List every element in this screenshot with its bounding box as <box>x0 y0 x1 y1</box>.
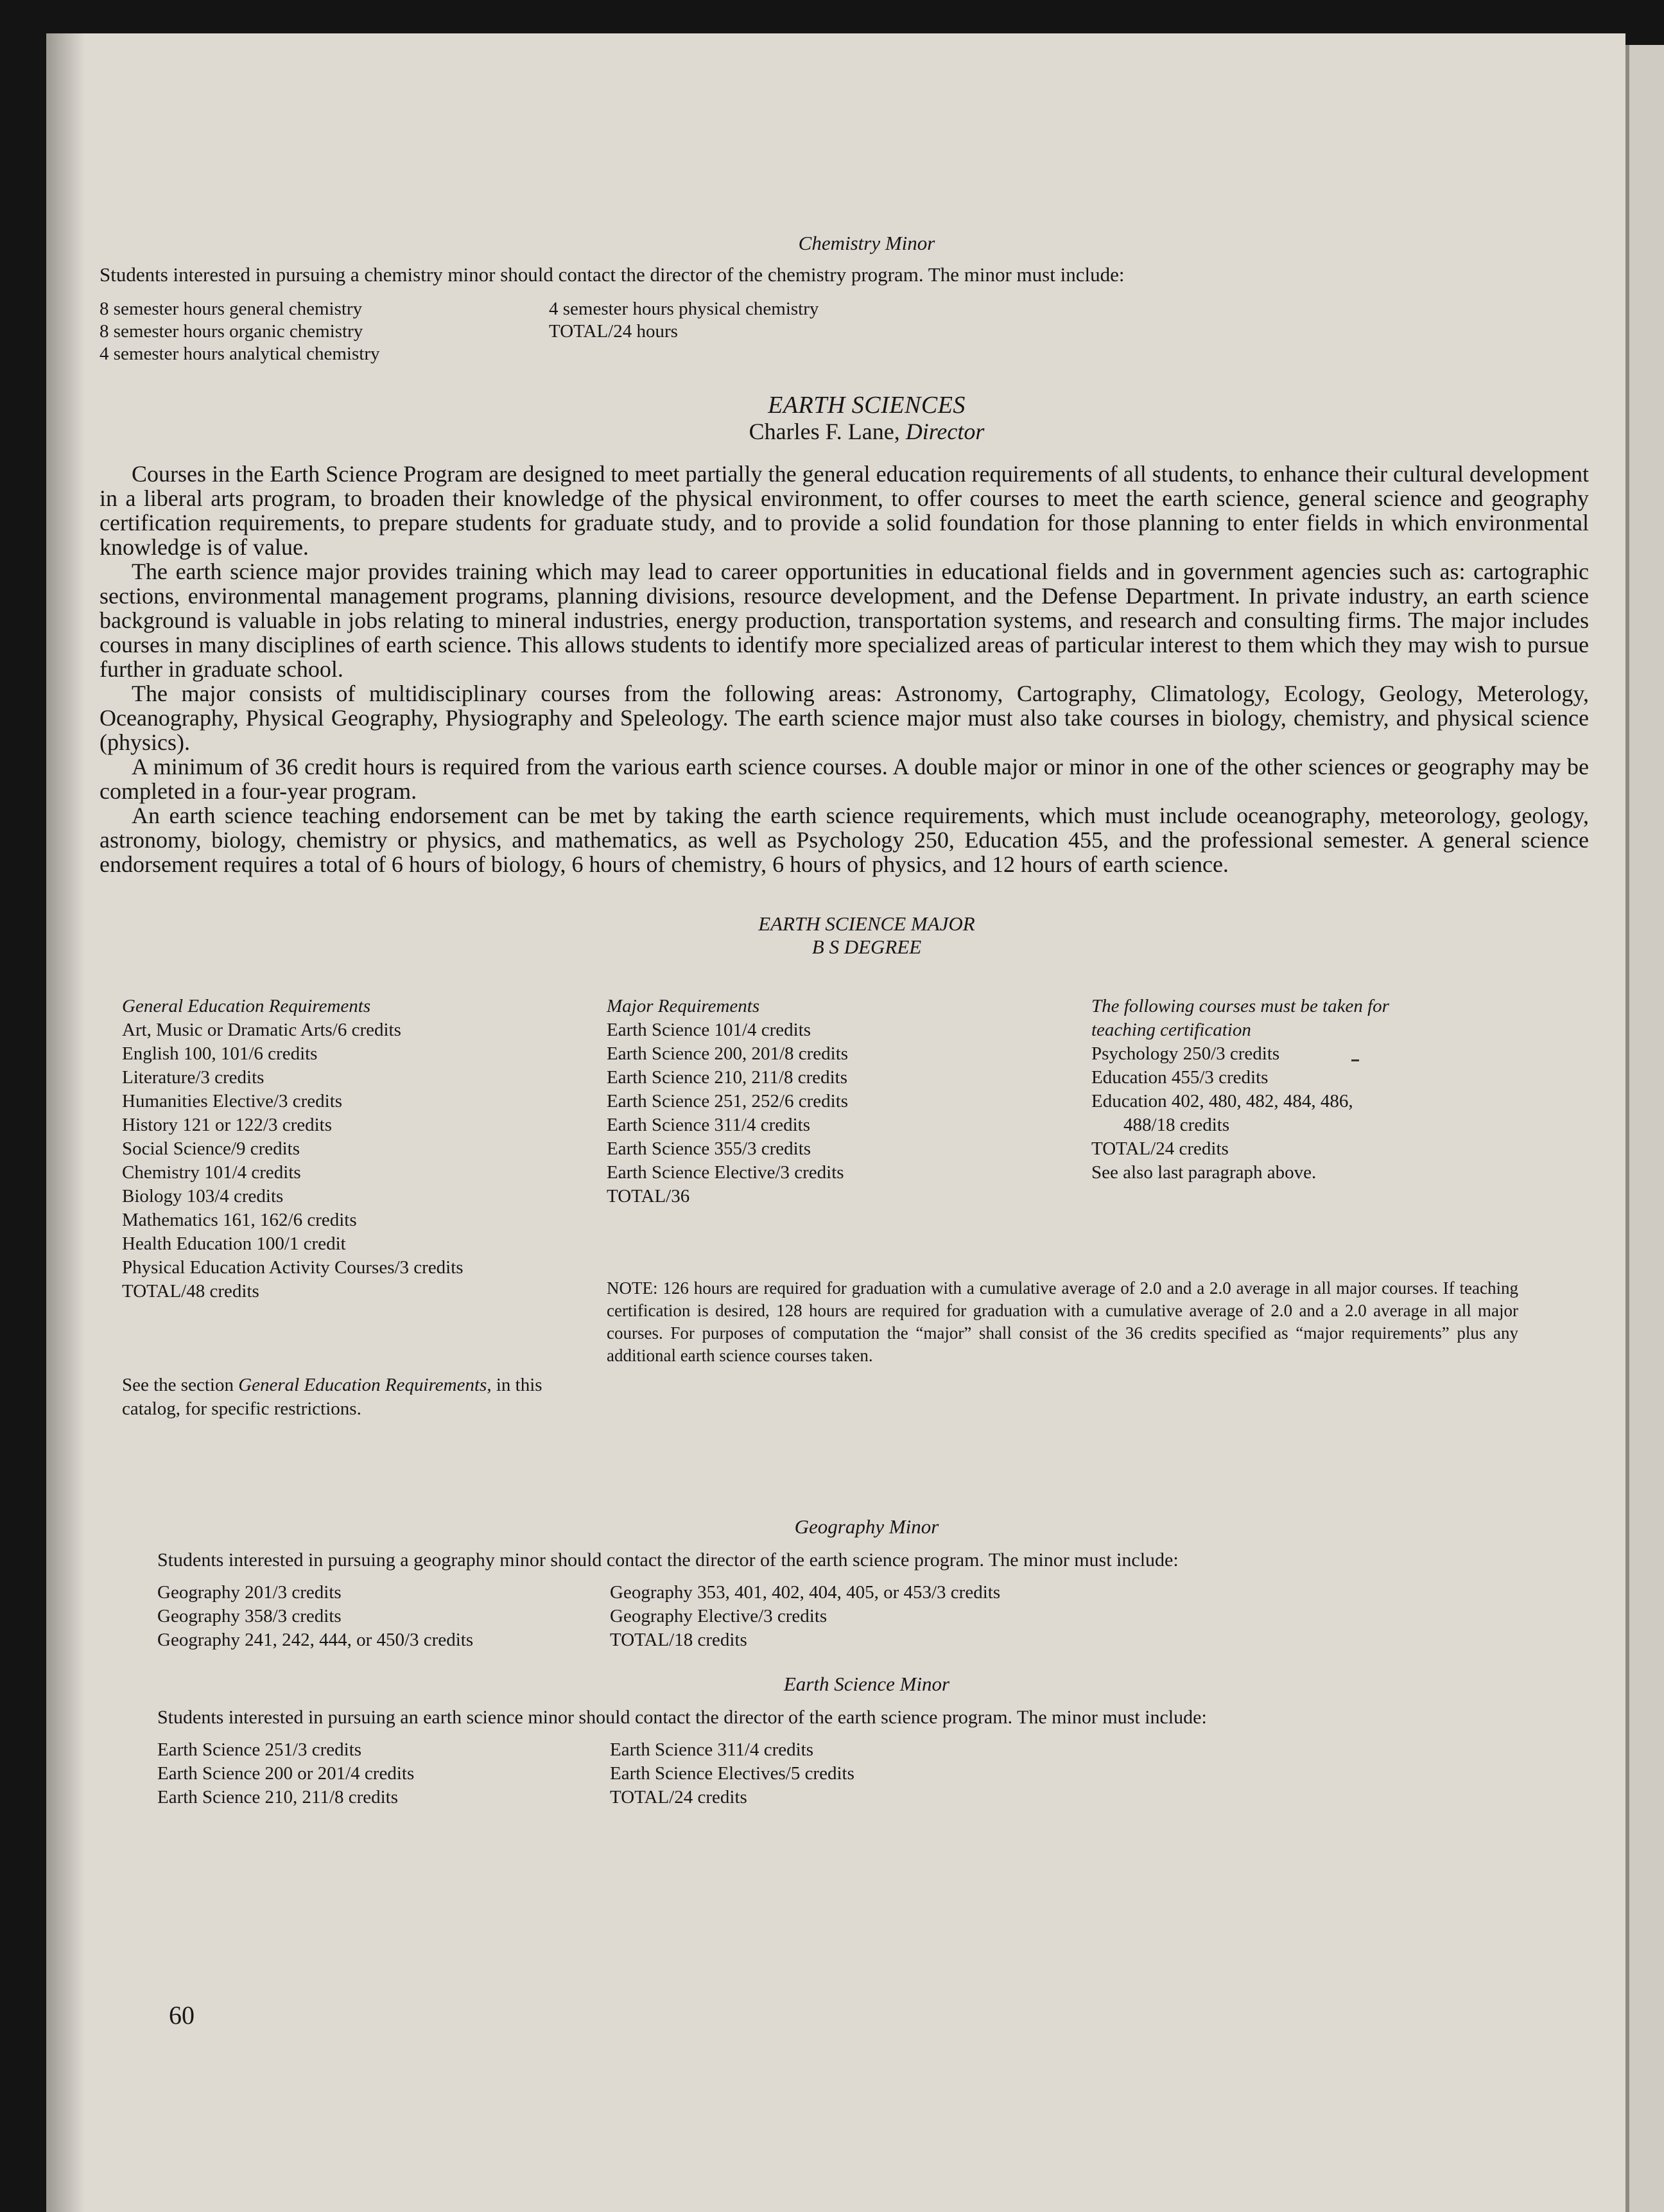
list-item: 4 semester hours analytical chemistry <box>100 344 380 364</box>
geography-minor-intro: Students interested in pursuing a geography minor should contact the director of the earth science program. The minor must include: <box>157 1549 1179 1571</box>
column-heading: The following courses must be taken for <box>1091 996 1389 1016</box>
list-item: TOTAL/18 credits <box>610 1630 747 1650</box>
list-item: TOTAL/24 hours <box>549 321 678 342</box>
list-item: Earth Science Electives/5 credits <box>610 1763 854 1784</box>
chemistry-minor-intro: Students interested in pursuing a chemistry minor should contact the director of the chemistry program. The minor must include: <box>100 263 1125 286</box>
list-item: Health Education 100/1 credit <box>122 1233 346 1254</box>
teaching-certification-column <box>1091 995 1502 1185</box>
list-item: Earth Science 101/4 credits <box>607 1020 811 1040</box>
major-title: EARTH SCIENCE MAJOR <box>758 912 975 935</box>
chemistry-minor-list <box>100 298 1586 365</box>
see-also-note: See the section General Education Requirements, in this catalog, for specific restrictions. <box>122 1375 542 1419</box>
list-item: Earth Science 355/3 credits <box>607 1138 811 1159</box>
general-education-column <box>122 995 571 1303</box>
list-item: Social Science/9 credits <box>122 1138 300 1159</box>
lower-minors <box>148 1515 1586 1809</box>
page-content <box>100 231 1589 1419</box>
director-role: Director <box>905 419 985 444</box>
list-item: 4 semester hours physical chemistry <box>549 299 819 319</box>
geography-minor-list <box>148 1581 1586 1652</box>
earth-science-minor-section <box>148 1673 1586 1809</box>
paragraph: Courses in the Earth Science Program are designed to meet partially the general education requirements of all students, to enhance their cultural development in a liberal arts program, to broaden their knowledge of the physical environment, to offer courses to meet the earth science, general science and geography certification requirements, to prepare students for graduate study, and to provide a solid foundation for those planning to enter fields in which environmental knowledge is of value. <box>100 461 1589 560</box>
list-item: See also last paragraph above. <box>1091 1162 1317 1183</box>
list-item: Earth Science 200 or 201/4 credits <box>157 1763 415 1784</box>
list-item: Earth Science 210, 211/8 credits <box>607 1067 848 1088</box>
list-item: 488/18 credits <box>1123 1115 1230 1135</box>
list-item: 8 semester hours organic chemistry <box>100 321 363 342</box>
page-number: 60 <box>169 2001 195 2030</box>
list-item: Earth Science 251/3 credits <box>157 1739 362 1760</box>
paragraph: The major consists of multidisciplinary courses from the following areas: Astronomy, Cartography, Climatology, Ecology, Geology, Meterology, Oceanography, Physical Geography, Physiography and Speleology. The earth science major must also take courses in biology, chemistry, and physical science (physics). <box>100 681 1589 755</box>
list-item: Humanities Elective/3 credits <box>122 1091 343 1111</box>
list-item: Earth Science 210, 211/8 credits <box>157 1787 399 1807</box>
list-item: Education 455/3 credits <box>1091 1067 1269 1088</box>
list-item: Psychology 250/3 credits <box>1091 1043 1280 1064</box>
gutter-shadow <box>46 33 85 2212</box>
list-item: Earth Science Elective/3 credits <box>607 1162 844 1183</box>
list-item: History 121 or 122/3 credits <box>122 1115 333 1135</box>
director-name: Charles F. Lane, <box>749 419 900 444</box>
list-item: 8 semester hours general chemistry <box>100 299 363 319</box>
list-item: Education 402, 480, 482, 484, 486, <box>1091 1091 1353 1111</box>
column-heading: General Education Requirements <box>122 996 371 1016</box>
list-item: Geography Elective/3 credits <box>610 1606 828 1626</box>
geography-minor-section <box>148 1515 1586 1652</box>
list-item: English 100, 101/6 credits <box>122 1043 318 1064</box>
list-item: Earth Science 311/4 credits <box>607 1115 811 1135</box>
column-heading: Major Requirements <box>607 996 760 1016</box>
earth-science-minor-title: Earth Science Minor <box>783 1673 950 1695</box>
geography-minor-title: Geography Minor <box>794 1515 939 1538</box>
major-degree: B S DEGREE <box>811 936 922 958</box>
list-item: Physical Education Activity Courses/3 credits <box>122 1257 464 1278</box>
list-item: Geography 201/3 credits <box>157 1582 342 1603</box>
department-director <box>148 420 1586 444</box>
list-item: Chemistry 101/4 credits <box>122 1162 301 1183</box>
list-item: Geography 241, 242, 444, or 450/3 credits <box>157 1630 474 1650</box>
paragraph: An earth science teaching endorsement can be met by taking the earth science requirements, which must include oceanography, meteorology, geology, astronomy, biology, chemistry or physics, and mathematics, as well as Psychology 250, Education 455, and the professional semester. A general science endorsement requires a total of 6 hours of biology, 6 hours of chemistry, 6 hours of physics, and 12 hours of earth science. <box>100 803 1589 877</box>
major-heading <box>148 912 1586 959</box>
list-item: Earth Science 311/4 credits <box>610 1739 814 1760</box>
list-item: TOTAL/24 credits <box>1091 1138 1229 1159</box>
paragraph: A minimum of 36 credit hours is required from the various earth science courses. A double major or minor in one of the other sciences or geography may be completed in a four-year program. <box>100 754 1589 804</box>
list-item: Geography 353, 401, 402, 404, 405, or 453/3 credits <box>610 1582 1001 1603</box>
department-description <box>100 462 1589 876</box>
list-item: Biology 103/4 credits <box>122 1186 284 1206</box>
chemistry-minor-section <box>100 231 1586 365</box>
stray-mark <box>1351 1059 1359 1061</box>
earth-science-minor-intro: Students interested in pursuing an earth science minor should contact the director of the earth science program. The minor must include: <box>157 1707 1207 1728</box>
list-item: TOTAL/36 <box>607 1186 690 1206</box>
list-item: Earth Science 251, 252/6 credits <box>607 1091 849 1111</box>
list-item: Mathematics 161, 162/6 credits <box>122 1210 357 1230</box>
list-item: Art, Music or Dramatic Arts/6 credits <box>122 1020 401 1040</box>
list-item: Literature/3 credits <box>122 1067 264 1088</box>
department-title: EARTH SCIENCES <box>768 392 966 419</box>
chemistry-minor-title: Chemistry Minor <box>798 232 935 254</box>
list-item: TOTAL/24 credits <box>610 1787 747 1807</box>
list-item: Earth Science 200, 201/8 credits <box>607 1043 849 1064</box>
list-item: Geography 358/3 credits <box>157 1606 342 1626</box>
graduation-note: NOTE: 126 hours are required for graduation with a cumulative average of 2.0 and a 2.0 average in all major courses. If teaching certification is desired, 128 hours are required for graduation with a cumulative average of 2.0 and a 2.0 average in all major courses. For purposes of computation the “major” shall consist of the 36 credits specified as “major requirements” plus any additional earth science courses taken. <box>607 1278 1518 1365</box>
column-heading: teaching certification <box>1091 1020 1251 1040</box>
page-edge <box>1625 45 1664 2212</box>
major-requirements-table <box>100 995 1586 1419</box>
major-requirements-column <box>607 995 1056 1208</box>
list-item: TOTAL/48 credits <box>122 1281 259 1302</box>
earth-science-minor-list <box>148 1738 1586 1809</box>
paragraph: The earth science major provides training which may lead to career opportunities in educational fields and in government agencies such as: cartographic sections, environmental management programs, planning divisions, resource development, and the Defense Department. In private industry, an earth science background is valuable in jobs relating to mineral industries, energy production, transportation systems, and research and consulting firms. The major includes courses in many disciplines of earth science. This allows students to identify more specialized areas of particular interest to them which they may wish to pursue further in graduate school. <box>100 559 1589 682</box>
